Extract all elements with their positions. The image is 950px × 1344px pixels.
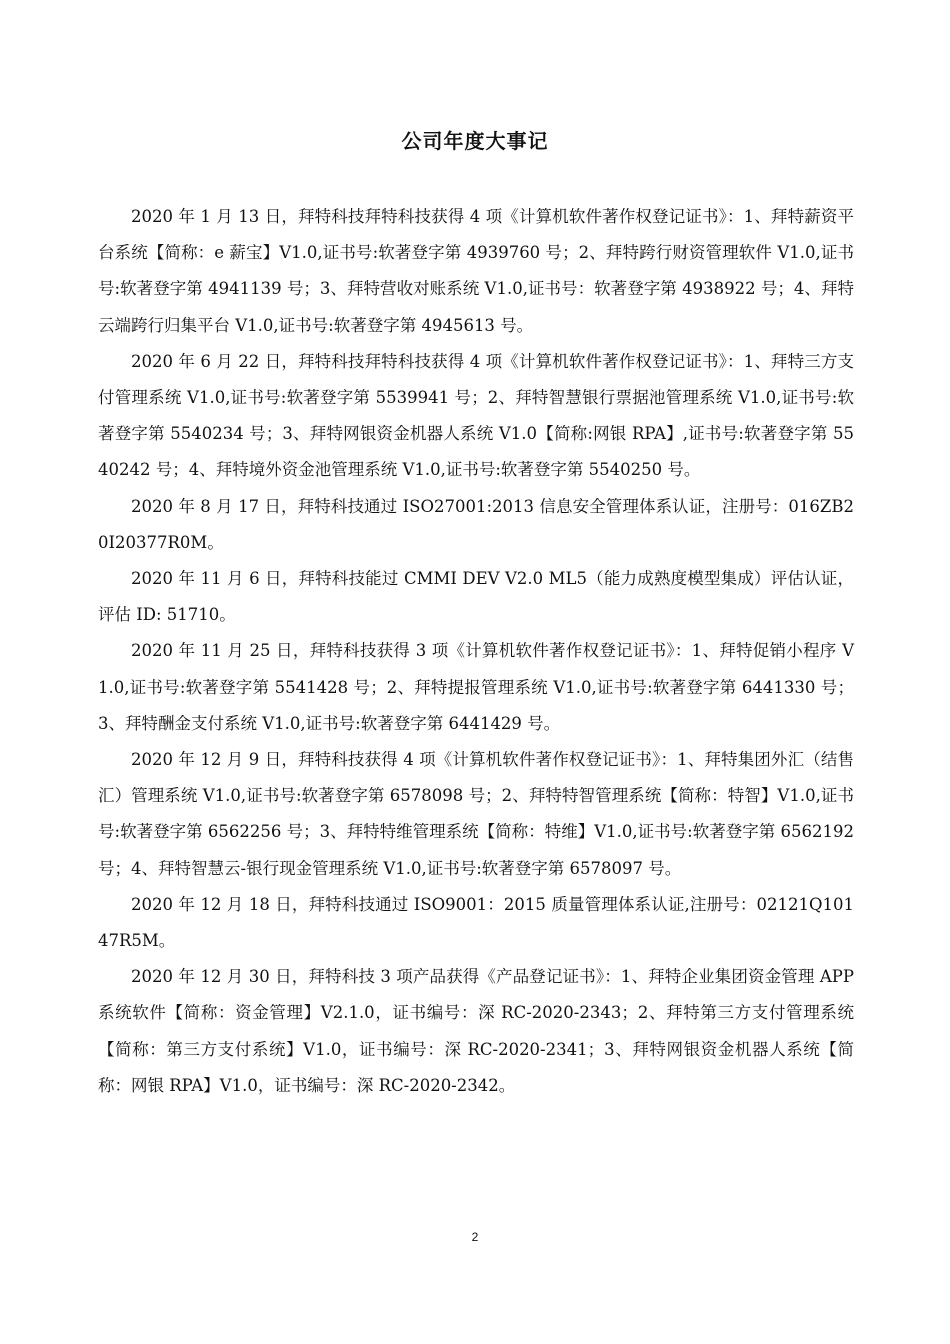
event-paragraph-8: 2020 年 12 月 30 日，拜特科技 3 项产品获得《产品登记证书》：1、拜特企业集团资金管理 APP 系统软件【简称：资金管理】V2.1.0，证书编号：深 RC-2020-2343；2、拜特第三方支付管理系统【简称：第三方支付系统】V1.0，证书编号：深 RC-2020-2341；3、拜特网银资金机器人系统【简称：网银 RPA】V1.0，证书编号：深 RC-2020-2342。 [98,967,854,1095]
event-paragraph-3: 2020 年 8 月 17 日，拜特科技通过 ISO27001:2013 信息安全管理体系认证，注册号：016ZB20I20377R0M。 [98,496,854,552]
page-title: 公司年度大事记 [401,129,549,153]
event-paragraph-2: 2020 年 6 月 22 日，拜特科技拜特科技获得 4 项《计算机软件著作权登记证书》：1、拜特三方支付管理系统 V1.0,证书号:软著登字第 5539941 号；2、拜特智慧银行票据池管理系统 V1.0,证书号:软著登字第 5540234 号；3、拜特网银资金机器人系统 V1.0【简称:网银 RPA】,证书号:软著登字第 5540242 号；4、拜特境外资金池管理系统 V1.0,证书号:软著登字第 5540250 号。 [98,351,854,480]
event-paragraph-6: 2020 年 12 月 9 日，拜特科技获得 4 项《计算机软件著作权登记证书》：1、拜特集团外汇（结售汇）管理系统 V1.0,证书号:软著登字第 6578098 号；2、拜特特智管理系统【简称：特智】V1.0,证书号:软著登字第 6562256 号；3、拜特特维管理系统【简称：特维】V1.0,证书号:软著登字第 6562192 号；4、拜特智慧云-银行现金管理系统 V1.0,证书号:软著登字第 6578097 号。 [98,750,854,878]
document-body [98,199,854,1104]
event-paragraph-7: 2020 年 12 月 18 日，拜特科技通过 ISO9001：2015 质量管理体系认证,注册号：02121Q10147R5M。 [98,894,854,951]
event-paragraph-5: 2020 年 11 月 25 日，拜特科技获得 3 项《计算机软件著作权登记证书》：1、拜特促销小程序 V1.0,证书号:软著登字第 5541428 号；2、拜特提报管理系统 V1.0,证书号:软著登字第 6441330 号；3、拜特酬金支付系统 V1.0,证书号:软著登字第 6441429 号。 [98,641,854,733]
page-number: 2 [471,1230,479,1244]
event-paragraph-4: 2020 年 11 月 6 日，拜特科技能过 CMMI DEV V2.0 ML5（能力成熟度模型集成）评估认证，评估 ID: 51710。 [98,569,854,625]
event-paragraph-1: 2020 年 1 月 13 日，拜特科技拜特科技获得 4 项《计算机软件著作权登记证书》：1、拜特薪资平台系统【简称：e 薪宝】V1.0,证书号:软著登字第 4939760 号；2、拜特跨行财资管理软件 V1.0,证书号:软著登字第 4941139 号；3、拜特营收对账系统 V1.0,证书号：软著登字第 4938922 号；4、拜特云端跨行归集平台 V1.0,证书号:软著登字第 4945613 号。 [98,207,854,335]
